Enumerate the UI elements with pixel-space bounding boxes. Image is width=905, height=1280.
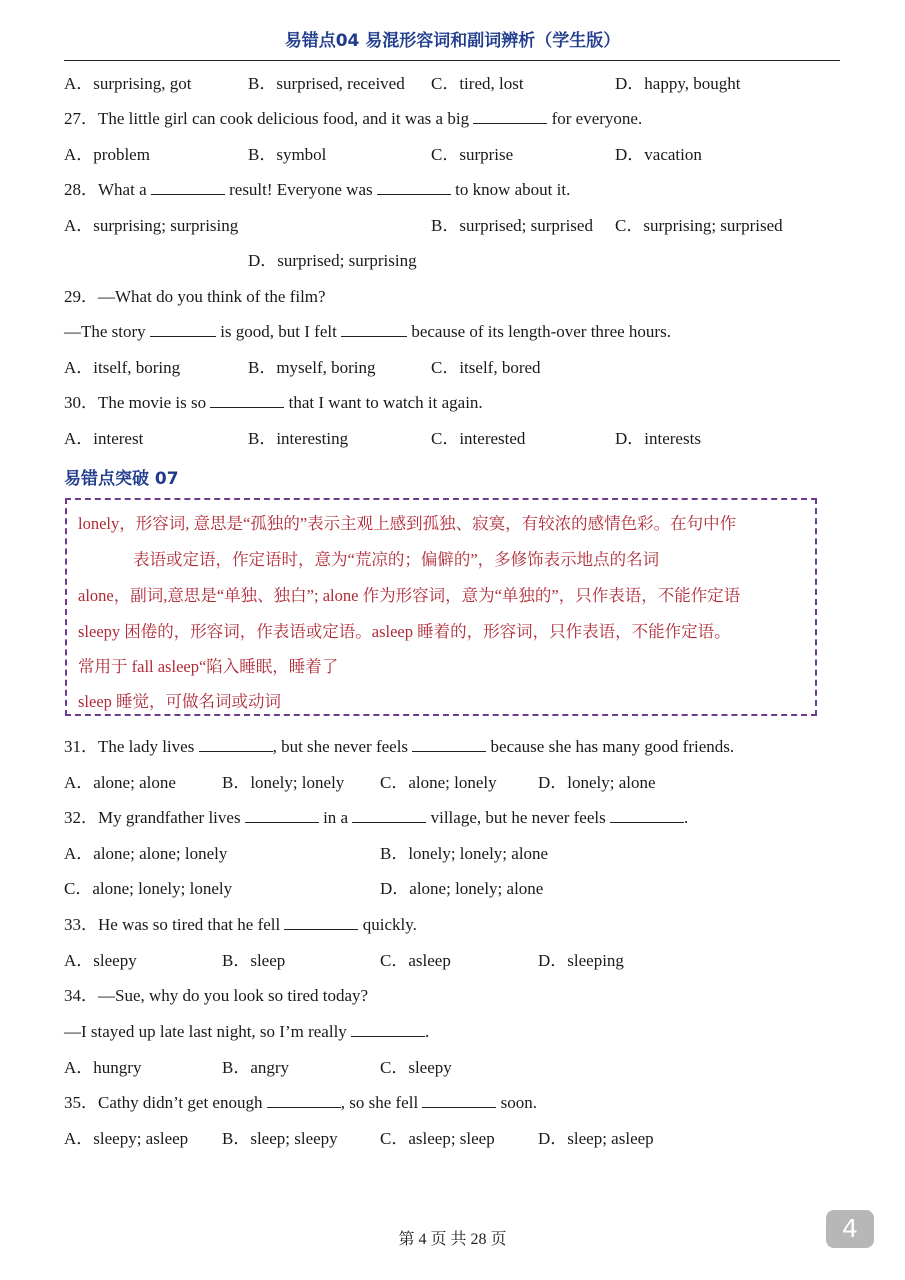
- q35-option-a: A．sleepy; asleep: [64, 1129, 189, 1148]
- page-number-badge: 4: [826, 1210, 874, 1248]
- q27-option-d: D．vacation: [615, 145, 702, 164]
- answer-blank: [210, 393, 284, 408]
- q26-option-d: D．happy, bought: [615, 74, 741, 93]
- q34-option-a: A．hungry: [64, 1058, 142, 1077]
- q29-dialogue: —The story is good, but I felt because of its length-over three hours.: [64, 322, 671, 341]
- q32-option-a: A．alone; alone; lonely: [64, 844, 228, 863]
- q35-option-b: B．sleep; sleepy: [222, 1129, 338, 1148]
- q28-option-b: B．surprised; surprised: [431, 216, 593, 235]
- answer-blank: [199, 737, 273, 752]
- answer-blank: [610, 808, 684, 823]
- section-title: 易错点突破 07: [64, 469, 179, 489]
- note-line: alone，副词,意思是“单独、独白”; alone 作为形容词，意为“单独的”，只作表语，不能作定语: [78, 586, 741, 605]
- q26-option-a: A．surprising, got: [64, 74, 192, 93]
- q27-option-a: A．problem: [64, 145, 150, 164]
- q30-option-b: B．interesting: [248, 429, 349, 448]
- q28-option-c: C．surprising; surprised: [615, 216, 783, 235]
- q35-option-c: C．asleep; sleep: [380, 1129, 495, 1148]
- q26-option-c: C．tired, lost: [431, 74, 524, 93]
- answer-blank: [245, 808, 319, 823]
- q34-dialogue: —I stayed up late last night, so I’m really .: [64, 1022, 430, 1041]
- note-line: sleepy 困倦的，形容词，作表语或定语。asleep 睡着的，形容词，只作表语，不能作定语。: [78, 622, 731, 641]
- q32-option-d: D．alone; lonely; alone: [380, 879, 544, 898]
- answer-blank: [351, 1022, 425, 1037]
- answer-blank: [284, 915, 358, 930]
- page-header-title: 易错点04 易混形容词和副词辨析（学生版）: [284, 31, 621, 51]
- answer-blank: [150, 322, 216, 337]
- q30-option-a: A．interest: [64, 429, 144, 448]
- answer-blank: [341, 322, 407, 337]
- q33-option-b: B．sleep: [222, 951, 286, 970]
- note-line: lonely，形容词, 意思是“孤独的”表示主观上感到孤独、寂寞，有较浓的感情色彩。在句中作: [78, 514, 737, 533]
- q27-option-b: B．symbol: [248, 145, 327, 164]
- q32-stem: 32．My grandfather lives in a village, but he never feels .: [64, 808, 689, 827]
- q33-stem: 33．He was so tired that he fell quickly.: [64, 915, 417, 934]
- q35-option-d: D．sleep; asleep: [538, 1129, 654, 1148]
- answer-blank: [422, 1093, 496, 1108]
- q30-option-c: C．interested: [431, 429, 526, 448]
- q34-stem: 34．—Sue, why do you look so tired today?: [64, 986, 369, 1005]
- q33-option-c: C．asleep: [380, 951, 451, 970]
- q31-option-a: A．alone; alone: [64, 773, 176, 792]
- q31-option-d: D．lonely; alone: [538, 773, 656, 792]
- q30-stem: 30．The movie is so that I want to watch it again.: [64, 393, 483, 412]
- answer-blank: [151, 180, 225, 195]
- answer-blank: [352, 808, 426, 823]
- q30-option-d: D．interests: [615, 429, 701, 448]
- q31-stem: 31．The lady lives , but she never feels because she has many good friends.: [64, 737, 735, 756]
- q28-option-a: A．surprising; surprising: [64, 216, 239, 235]
- q35-stem: 35．Cathy didn’t get enough , so she fell soon.: [64, 1093, 538, 1112]
- q29-option-a: A．itself, boring: [64, 358, 181, 377]
- q29-stem: 29．—What do you think of the film?: [64, 287, 326, 306]
- note-line: sleep 睡觉，可做名词或动词: [78, 692, 282, 711]
- q33-option-d: D．sleeping: [538, 951, 624, 970]
- header-rule: [64, 60, 840, 61]
- q33-option-a: A．sleepy: [64, 951, 137, 970]
- q28-stem: 28．What a result! Everyone was to know about it.: [64, 180, 571, 199]
- page-footer: 第 4 页 共 28 页: [398, 1231, 507, 1248]
- q27-option-c: C．surprise: [431, 145, 514, 164]
- q29-option-b: B．myself, boring: [248, 358, 376, 377]
- answer-blank: [473, 109, 547, 124]
- q27-stem: 27．The little girl can cook delicious food, and it was a big for everyone.: [64, 109, 643, 128]
- q31-option-b: B．lonely; lonely: [222, 773, 345, 792]
- answer-blank: [377, 180, 451, 195]
- q31-option-c: C．alone; lonely: [380, 773, 497, 792]
- q32-option-b: B．lonely; lonely; alone: [380, 844, 549, 863]
- q29-option-c: C．itself, bored: [431, 358, 541, 377]
- q34-option-b: B．angry: [222, 1058, 290, 1077]
- q28-option-d: D．surprised; surprising: [248, 251, 417, 270]
- note-line: 常用于 fall asleep“陷入睡眠，睡着了: [78, 657, 339, 676]
- note-line: 表语或定语，作定语时，意为“荒凉的；偏僻的”，多修饰表示地点的名词: [133, 550, 660, 569]
- q32-option-c: C．alone; lonely; lonely: [64, 879, 233, 898]
- q26-option-b: B．surprised, received: [248, 74, 405, 93]
- q34-option-c: C．sleepy: [380, 1058, 452, 1077]
- answer-blank: [267, 1093, 341, 1108]
- answer-blank: [412, 737, 486, 752]
